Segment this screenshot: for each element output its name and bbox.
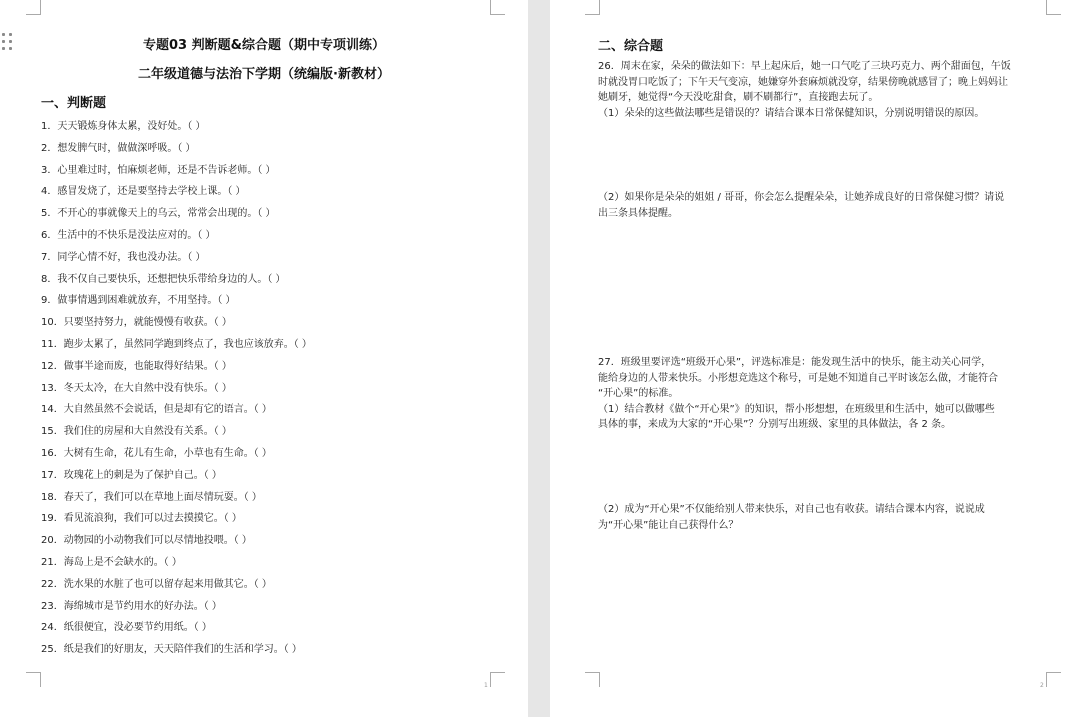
list-item: 4．感冒发烧了，还是要坚持去学校上课。（ ） [41, 186, 246, 198]
crop-mark [1046, 0, 1061, 15]
list-item: 19．看见流浪狗，我们可以过去摸摸它。（ ） [41, 513, 242, 525]
list-item: 20．动物园的小动物我们可以尽情地投喂。（ ） [41, 535, 252, 547]
list-item: 22．洗水果的水脏了也可以留存起来用做其它。（ ） [41, 578, 272, 590]
text-line: 为“开心果”能让自己获得什么？ [598, 519, 739, 531]
list-item: 21．海岛上是不会缺水的。（ ） [41, 556, 182, 568]
list-item: 14．大自然虽然不会说话，但是却有它的语言。（ ） [41, 404, 272, 416]
judgement-question-list [41, 119, 312, 664]
crop-mark [26, 672, 41, 687]
document-title: 专题03 判断题&综合题（期中专项训练） [143, 38, 385, 53]
page-number: 2 [1040, 682, 1044, 689]
list-item: 6．生活中的不快乐是没法应对的。（ ） [41, 229, 216, 241]
text-line: 能给身边的人带来快乐。小彤想竞选这个称号，可是她不知道自己平时该怎么做，才能符合 [598, 372, 998, 384]
list-item: 23．海绵城市是节约用水的好办法。（ ） [41, 600, 222, 612]
crop-mark [26, 0, 41, 15]
list-item: 18．春天了，我们可以在草地上面尽情玩耍。（ ） [41, 491, 262, 503]
question-27-stem [598, 355, 1048, 433]
section-heading-judgement: 一、判断题 [41, 96, 107, 111]
section-heading-comprehensive: 二、综合题 [598, 39, 664, 54]
text-line: 27．班级里要评选“班级开心果”，评选标准是：能发现生活中的快乐，能主动关心同学， [598, 357, 992, 368]
question-27-sub2 [598, 502, 1048, 533]
list-item: 25．纸是我们的好朋友，天天陪伴我们的生活和学习。（ ） [41, 644, 302, 656]
list-item: 17．玫瑰花上的刺是为了保护自己。（ ） [41, 469, 222, 481]
list-item: 16．大树有生命，花儿有生命，小草也有生命。（ ） [41, 447, 272, 459]
text-line: （2）如果你是朵朵的姐姐 / 哥哥，你会怎么提醒朵朵，让她养成良好的日常保健习惯？请说 [598, 192, 1005, 203]
text-line: 时就没胃口吃饭了；下午天气变凉，她嫌穿外套麻烦就没穿，结果傍晚就感冒了；晚上妈妈让 [598, 76, 1008, 88]
crop-mark [585, 0, 600, 15]
list-item: 9．做事情遇到困难就放弃，不用坚持。（ ） [41, 295, 236, 307]
page-number: 1 [484, 682, 488, 689]
question-26-sub1: （1）朵朵的这些做法哪些是错误的？请结合课本日常保健知识，分别说明错误的原因。 [598, 107, 985, 119]
list-item: 10．只要坚持努力，就能慢慢有收获。（ ） [41, 317, 232, 329]
list-item: 12．做事半途而废，也能取得好结果。（ ） [41, 360, 232, 372]
list-item: 24．纸很便宜，没必要节约用纸。（ ） [41, 622, 212, 634]
text-line: 出三条具体提醒。 [598, 207, 678, 219]
text-line: 26．周末在家，朵朵的做法如下：早上起床后，她一口气吃了三块巧克力、两个甜面包，午饭 [598, 61, 1011, 72]
list-item: 5．不开心的事就像天上的乌云，常常会出现的。（ ） [41, 208, 276, 220]
list-item: 7．同学心情不好，我也没办法。（ ） [41, 251, 206, 263]
text-line: 她刷牙，她觉得“今天没吃甜食，刷不刷都行”，直接跑去玩了。 [598, 92, 879, 103]
document-page-1 [0, 0, 528, 717]
crop-mark [490, 672, 505, 687]
list-item: 15．我们住的房屋和大自然没有关系。（ ） [41, 426, 232, 438]
text-line: “开心果”的标准。 [598, 388, 679, 399]
text-line: 具体的事，来成为大家的“开心果”？分别写出班级、家里的具体做法，各 2 条。 [598, 419, 952, 430]
document-subtitle: 二年级道德与法治下学期（统编版·新教材） [138, 67, 390, 82]
list-item: 1．天天锻炼身体太累，没好处。（ ） [41, 121, 206, 132]
text-line: （2）成为“开心果”不仅能给别人带来快乐，对自己也有收获。请结合课本内容，说说成 [598, 504, 985, 515]
list-item: 13．冬天太冷，在大自然中没有快乐。（ ） [41, 382, 232, 394]
question-26-stem [598, 59, 1048, 121]
question-26-sub2 [598, 190, 1048, 221]
question-27-sub1: （1）结合教材《做个“开心果”》的知识，帮小彤想想，在班级里和生活中，她可以做哪些 [598, 403, 995, 415]
crop-mark [490, 0, 505, 15]
crop-mark [585, 672, 600, 687]
list-item: 11．跑步太累了，虽然同学跑到终点了，我也应该放弃。（ ） [41, 338, 312, 350]
list-item: 3．心里难过时，怕麻烦老师，还是不告诉老师。（ ） [41, 164, 276, 176]
list-item: 8．我不仅自己要快乐，还想把快乐带给身边的人。（ ） [41, 273, 286, 285]
crop-mark [1046, 672, 1061, 687]
list-item: 2．想发脾气时，做做深呼吸。（ ） [41, 142, 196, 154]
